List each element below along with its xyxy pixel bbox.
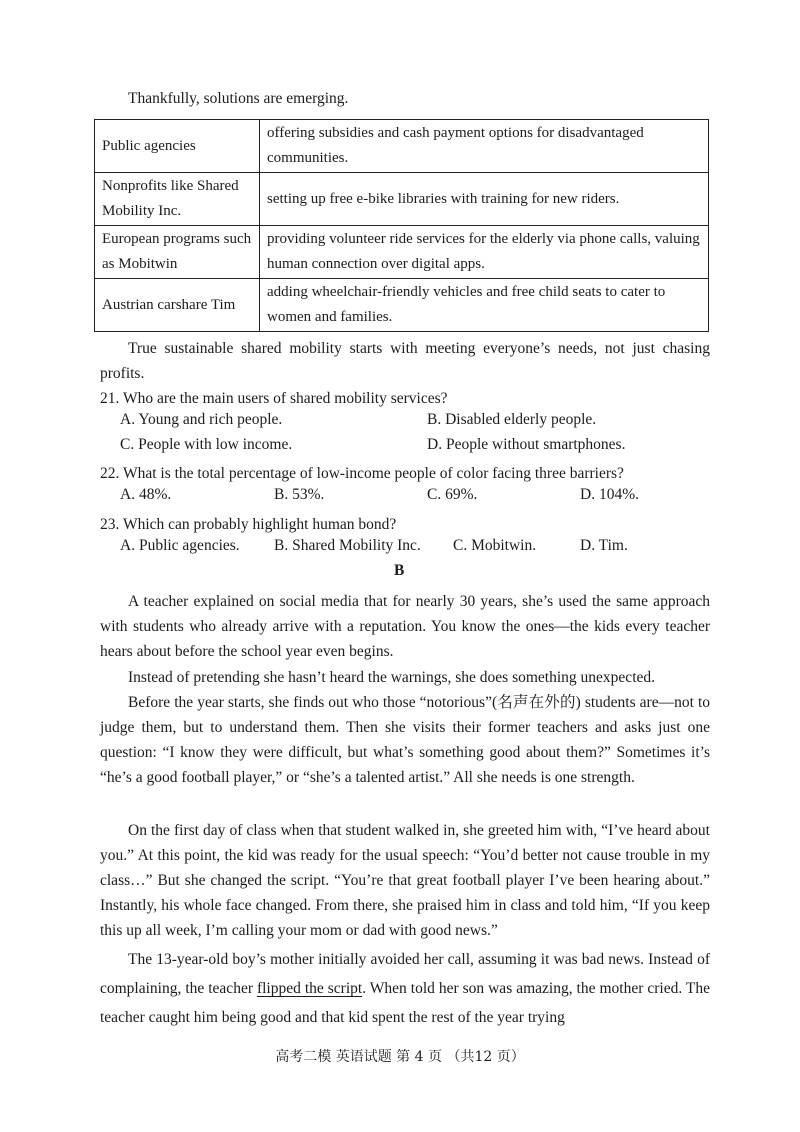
paragraph-text: . When told her son was amazing, the mother cried. The teacher caught him being good and that kid spent the rest of the year trying (100, 980, 710, 1026)
question-option: C. 69%. (427, 486, 478, 503)
question-stem: 22. What is the total percentage of low-income people of color facing three barriers? (100, 465, 624, 482)
paragraph-text: The 13-year-old boy’s mother initially avoided her call, assuming it was bad news. Instead of complaining, the teacher (100, 951, 710, 997)
table-cell-action: providing volunteer ride services for the elderly via phone calls, valuing human connection over digital apps. (260, 226, 709, 279)
table-cell-org: Austrian carshare Tim (95, 279, 260, 332)
question-stem: 21. Who are the main users of shared mobility services? (100, 390, 448, 407)
question-option: A. 48%. (120, 486, 172, 503)
question-option: D. People without smartphones. (427, 436, 626, 453)
passage-paragraph: Instead of pretending she hasn’t heard the warnings, she does something unexpected. (128, 669, 655, 686)
page-footer: 高考二模 英语试题 第 4 页 （共12 页） (275, 1049, 525, 1065)
question-option: B. Disabled elderly people. (427, 411, 597, 428)
table-row (95, 279, 709, 332)
passage-paragraph: Before the year starts, she finds out who those “notorious”(名声在外的) students are—not to judge them, but to understand them. Then she visits their former teachers and asks just one question: “I know they were difficult, but what’s something good about them?” Sometimes it’s “he’s a good football player,” or “she’s a talented artist.” All she needs is one strength. (100, 694, 710, 786)
question-option: C. Mobitwin. (453, 537, 537, 554)
table-cell-action: offering subsidies and cash payment options for disadvantaged communities. (260, 120, 709, 173)
table-row (95, 226, 709, 279)
table-cell-org: Public agencies (95, 120, 260, 173)
question-stem: 23. Which can probably highlight human bond? (100, 516, 397, 533)
underlined-phrase: flipped the script (256, 980, 363, 997)
question-option: A. Public agencies. (120, 537, 240, 554)
table-cell-org: European programs such as Mobitwin (95, 226, 260, 279)
question-option: B. Shared Mobility Inc. (274, 537, 421, 554)
question-option: B. 53%. (274, 486, 325, 503)
section-heading: B (394, 562, 405, 579)
table-cell-action: adding wheelchair-friendly vehicles and free child seats to cater to women and families. (260, 279, 709, 332)
table-cell-action: setting up free e-bike libraries with training for new riders. (260, 173, 709, 226)
question-option: C. People with low income. (120, 436, 293, 453)
question-option: A. Young and rich people. (120, 411, 283, 428)
table-row (95, 173, 709, 226)
passage-paragraph: On the first day of class when that student walked in, she greeted him with, “I’ve heard about you.” At this point, the kid was ready for the usual speech: “You’d better not cause trouble in my class…” But she changed the script. “You’re that great football player I’ve been hearing about.” Instantly, his whole face changed. From there, she praised him in class and told him, “If you keep this up all week, I’m calling your mom or dad with good news.” (100, 822, 710, 939)
table-row (95, 120, 709, 173)
passage-paragraph (100, 945, 710, 1032)
question-option: D. 104%. (580, 486, 639, 503)
question-option: D. Tim. (580, 537, 628, 554)
intro-line: Thankfully, solutions are emerging. (128, 90, 349, 107)
solutions-table (94, 119, 709, 332)
passage-paragraph: A teacher explained on social media that for nearly 30 years, she’s used the same approach with students who already arrive with a reputation. You know the ones—the kids every teacher hears about before the school year even begins. (100, 593, 710, 660)
table-cell-org: Nonprofits like Shared Mobility Inc. (95, 173, 260, 226)
closing-paragraph: True sustainable shared mobility starts with meeting everyone’s needs, not just chasing profits. (100, 340, 710, 382)
